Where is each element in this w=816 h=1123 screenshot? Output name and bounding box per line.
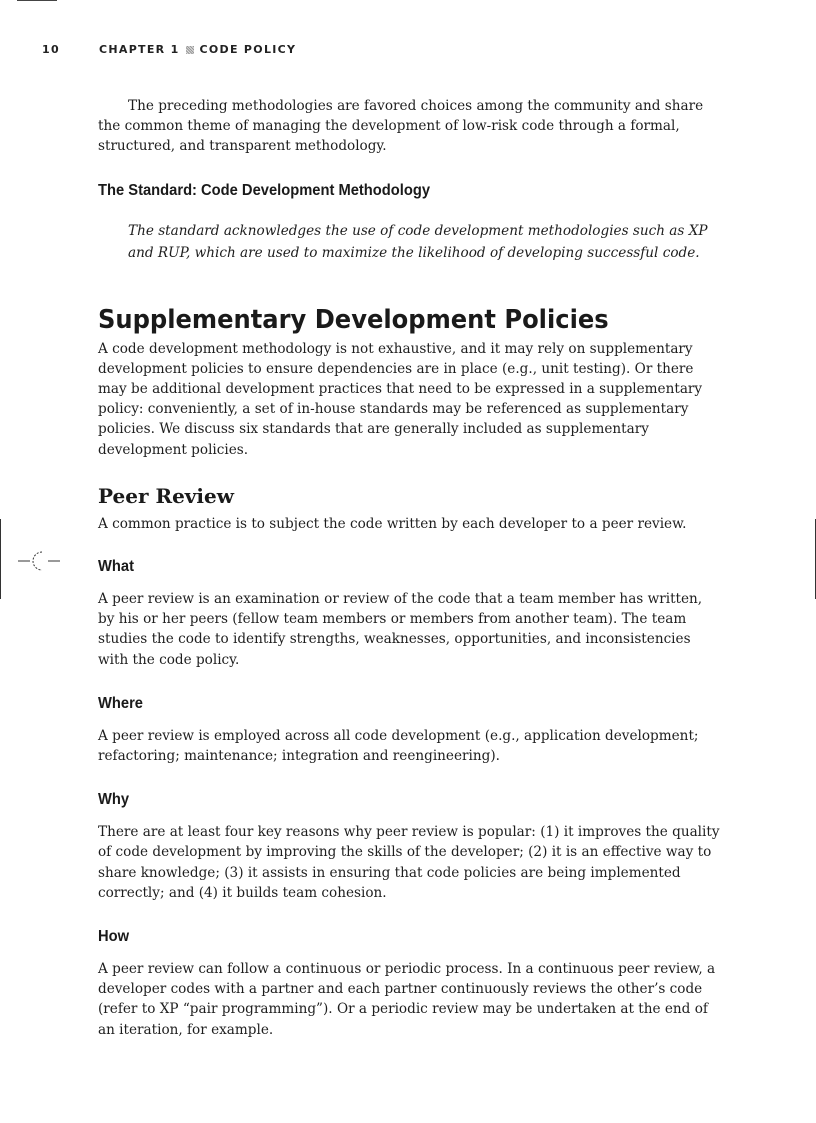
section-label: CODE POLICY <box>199 43 297 56</box>
page-number: 10 <box>42 43 60 56</box>
supplementary-title: Supplementary Development Policies <box>98 304 609 335</box>
what-paragraph: A peer review is an examination or review of the code that a team member has written, by his or her peers (fellow team members or members from another team). The team studies the code to identify strengths, weaknesses, opportunities, and inconsistencies with the code policy. <box>98 591 703 668</box>
how-paragraph: A peer review can follow a continuous or periodic process. In a continuous peer review, a developer codes with a partner and each partner continuously reviews the other’s code (refer to XP “pair programming”). Or a periodic review may be undertaken at the end of an iteration, for example. <box>98 961 716 1038</box>
standard-heading: The Standard: Code Development Methodology <box>98 181 431 199</box>
what-heading: What <box>98 558 134 576</box>
running-head <box>42 43 296 56</box>
why-heading: Why <box>98 791 130 809</box>
page-content <box>98 96 720 1040</box>
top-crop-rule <box>17 0 57 1</box>
registration-mark-icon <box>18 548 62 574</box>
left-crop-mark <box>0 519 1 599</box>
chapter-label: CHAPTER 1 <box>99 43 180 56</box>
supplementary-paragraph: A code development methodology is not exhaustive, and it may rely on supplementary development policies to ensure dependencies are in place (e.g., unit testing). Or there may be additional development practices that need to be expressed in a supplementary policy: conveniently, a set of in-house standards may be referenced as supplementary policies. We discuss six standards that are generally included as supplementary development policies. <box>98 340 703 458</box>
intro-paragraph: The preceding methodologies are favored choices among the community and share the common theme of managing the development of low-risk code through a formal, structured, and transparent methodology. <box>98 98 704 155</box>
standard-quote: The standard acknowledges the use of code development methodologies such as XP and RUP, which are used to maximize the likelihood of developing successful code. <box>128 222 708 261</box>
hatched-square-icon <box>186 46 194 54</box>
where-paragraph: A peer review is employed across all code development (e.g., application development; refactoring; maintenance; integration and reengineering). <box>98 727 699 765</box>
peer-review-intro: A common practice is to subject the code written by each developer to a peer review. <box>98 515 687 532</box>
where-heading: Where <box>98 694 143 712</box>
peer-review-title: Peer Review <box>98 483 234 508</box>
why-paragraph: There are at least four key reasons why peer review is popular: (1) it improves the quality of code development by improving the skills of the developer; (2) it is an effective way to share knowledge; (3) it assists in ensuring that code policies are being implemented correctly; and (4) it builds team cohesion. <box>98 824 720 901</box>
how-heading: How <box>98 928 130 946</box>
